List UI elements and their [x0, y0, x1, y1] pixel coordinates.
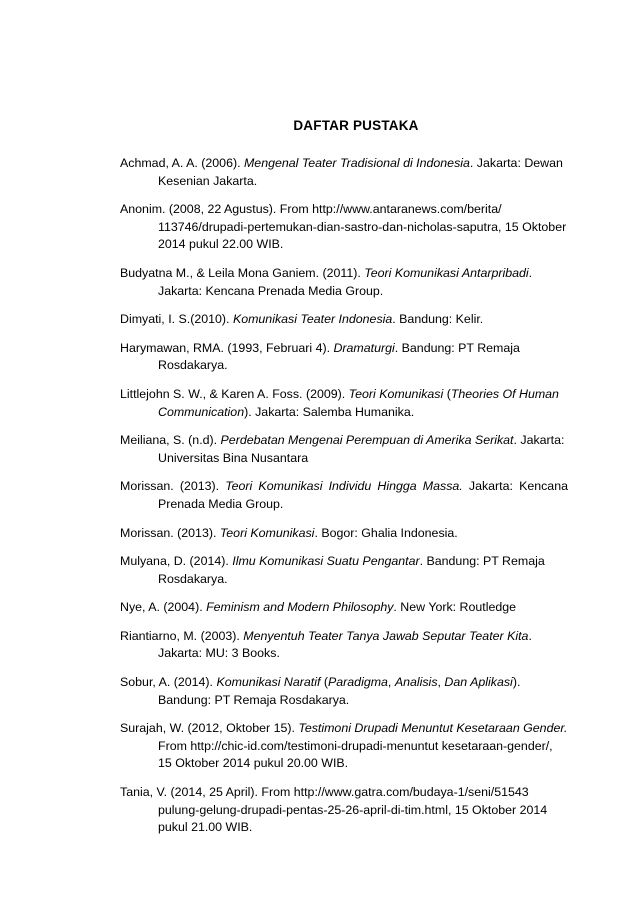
reference-text: Riantiarno, M. (2003).: [120, 628, 244, 643]
reference-entry: [120, 720, 568, 773]
reference-text: Budyatna M., & Leila Mona Ganiem. (2011).: [120, 265, 365, 280]
reference-entry: [120, 478, 568, 513]
reference-entry: [120, 628, 568, 663]
reference-text: (: [443, 386, 451, 401]
reference-entry: [120, 432, 568, 467]
reference-entry: [120, 784, 568, 837]
reference-text: Harymawan, RMA. (1993, Februari 4).: [120, 340, 334, 355]
reference-entry: [120, 340, 568, 375]
reference-text: Littlejohn S. W., & Karen A. Foss. (2009).: [120, 386, 349, 401]
reference-entry: [120, 311, 568, 329]
reference-title-text: Teori Komunikasi: [348, 386, 444, 401]
reference-text: ,: [437, 675, 445, 690]
reference-text: . Jakarta: Universitas Bina Nusantara: [158, 433, 565, 465]
reference-title-text: Teori Komunikasi: [219, 525, 315, 540]
reference-text: . New York: Routledge: [393, 600, 517, 615]
reference-title-text: Komunikasi Teater Indonesia: [232, 312, 393, 327]
reference-text: . Bandung: PT Remaja Rosdakarya.: [158, 554, 545, 586]
reference-text: Jakarta: Kencana Prenada Media Group.: [158, 479, 568, 511]
reference-entry: [120, 201, 568, 254]
reference-title-text: Theories Of Human Communication: [158, 386, 559, 419]
reference-title-text: Dramaturgi: [333, 340, 395, 355]
document-page: [120, 118, 568, 848]
reference-title-text: Komunikasi Naratif: [216, 675, 321, 690]
reference-text: . Bandung: PT Remaja Rosdakarya.: [158, 340, 520, 373]
reference-text: Anonim. (2008, 22 Agustus). From http://www.antaranews.com/berita/ 113746/drupadi-pertemukan-dian-sastro-dan-nicholas-saputra, 15 Oktober 2014 pukul 22.00 WIB.: [120, 202, 567, 252]
reference-entry: [120, 525, 568, 543]
reference-title-text: Analisis: [394, 675, 438, 690]
reference-title-text: Feminism and Modern Philosophy: [206, 600, 394, 615]
reference-title-text: Menyentuh Teater Tanya Jawab Seputar Teater Kita: [243, 628, 529, 643]
reference-text: . Bandung: Kelir.: [392, 312, 484, 327]
reference-list: [120, 155, 568, 837]
reference-text: From http://chic-id.com/testimoni-drupadi-menuntut kesetaraan-gender/, 15 Oktober 2014 pukul 20.00 WIB.: [158, 738, 553, 771]
reference-title-text: Dan Aplikasi: [444, 675, 513, 690]
reference-text: ). Bandung: PT Remaja Rosdakarya.: [158, 675, 521, 707]
reference-text: . Jakarta: Dewan Kesenian Jakarta.: [158, 156, 563, 188]
reference-text: Dimyati, I. S.(2010).: [120, 312, 233, 327]
reference-entry: [120, 599, 568, 617]
reference-title-text: Teori Komunikasi Individu Hingga Massa.: [225, 479, 463, 494]
reference-title-text: Paradigma: [328, 675, 388, 690]
reference-title-text: Mengenal Teater Tradisional di Indonesia: [243, 156, 470, 170]
reference-text: Nye, A. (2004).: [120, 600, 207, 615]
reference-text: ,: [387, 675, 395, 690]
reference-text: Morissan. (2013).: [120, 479, 226, 494]
reference-title-text: Teori Komunikasi Antarpribadi: [364, 265, 529, 280]
reference-text: Sobur, A. (2014).: [120, 675, 217, 690]
reference-text: ). Jakarta: Salemba Humanika.: [244, 404, 415, 419]
reference-text: . Jakarta: MU: 3 Books.: [158, 628, 532, 661]
reference-title-text: Ilmu Komunikasi Suatu Pengantar: [232, 554, 420, 569]
reference-entry: [120, 265, 568, 300]
reference-text: . Bogor: Ghalia Indonesia.: [314, 525, 458, 540]
reference-text: (: [320, 675, 328, 690]
reference-text: Achmad, A. A. (2006).: [120, 156, 244, 170]
reference-text: . Jakarta: Kencana Prenada Media Group.: [158, 265, 533, 298]
reference-entry: [120, 155, 568, 190]
reference-text: Mulyana, D. (2014).: [120, 554, 233, 569]
reference-title-text: Testimoni Drupadi Menuntut Kesetaraan Gender.: [298, 721, 568, 736]
reference-text: Morissan. (2013).: [120, 525, 220, 540]
reference-text: Surajah, W. (2012, Oktober 15).: [120, 721, 299, 736]
reference-title-text: Perdebatan Mengenai Perempuan di Amerika Serikat: [220, 433, 514, 448]
reference-entry: [120, 553, 568, 588]
reference-text: Tania, V. (2014, 25 April). From http://www.gatra.com/budaya-1/seni/51543 pulung-gelung-drupadi-pentas-25-26-april-di-tim.html, 15 Oktober 2014 pukul 21.00 WIB.: [120, 785, 548, 835]
reference-text: Meiliana, S. (n.d).: [120, 433, 221, 448]
reference-entry: [120, 674, 568, 709]
page-title: DAFTAR PUSTAKA: [293, 118, 419, 133]
reference-entry: [120, 386, 568, 421]
